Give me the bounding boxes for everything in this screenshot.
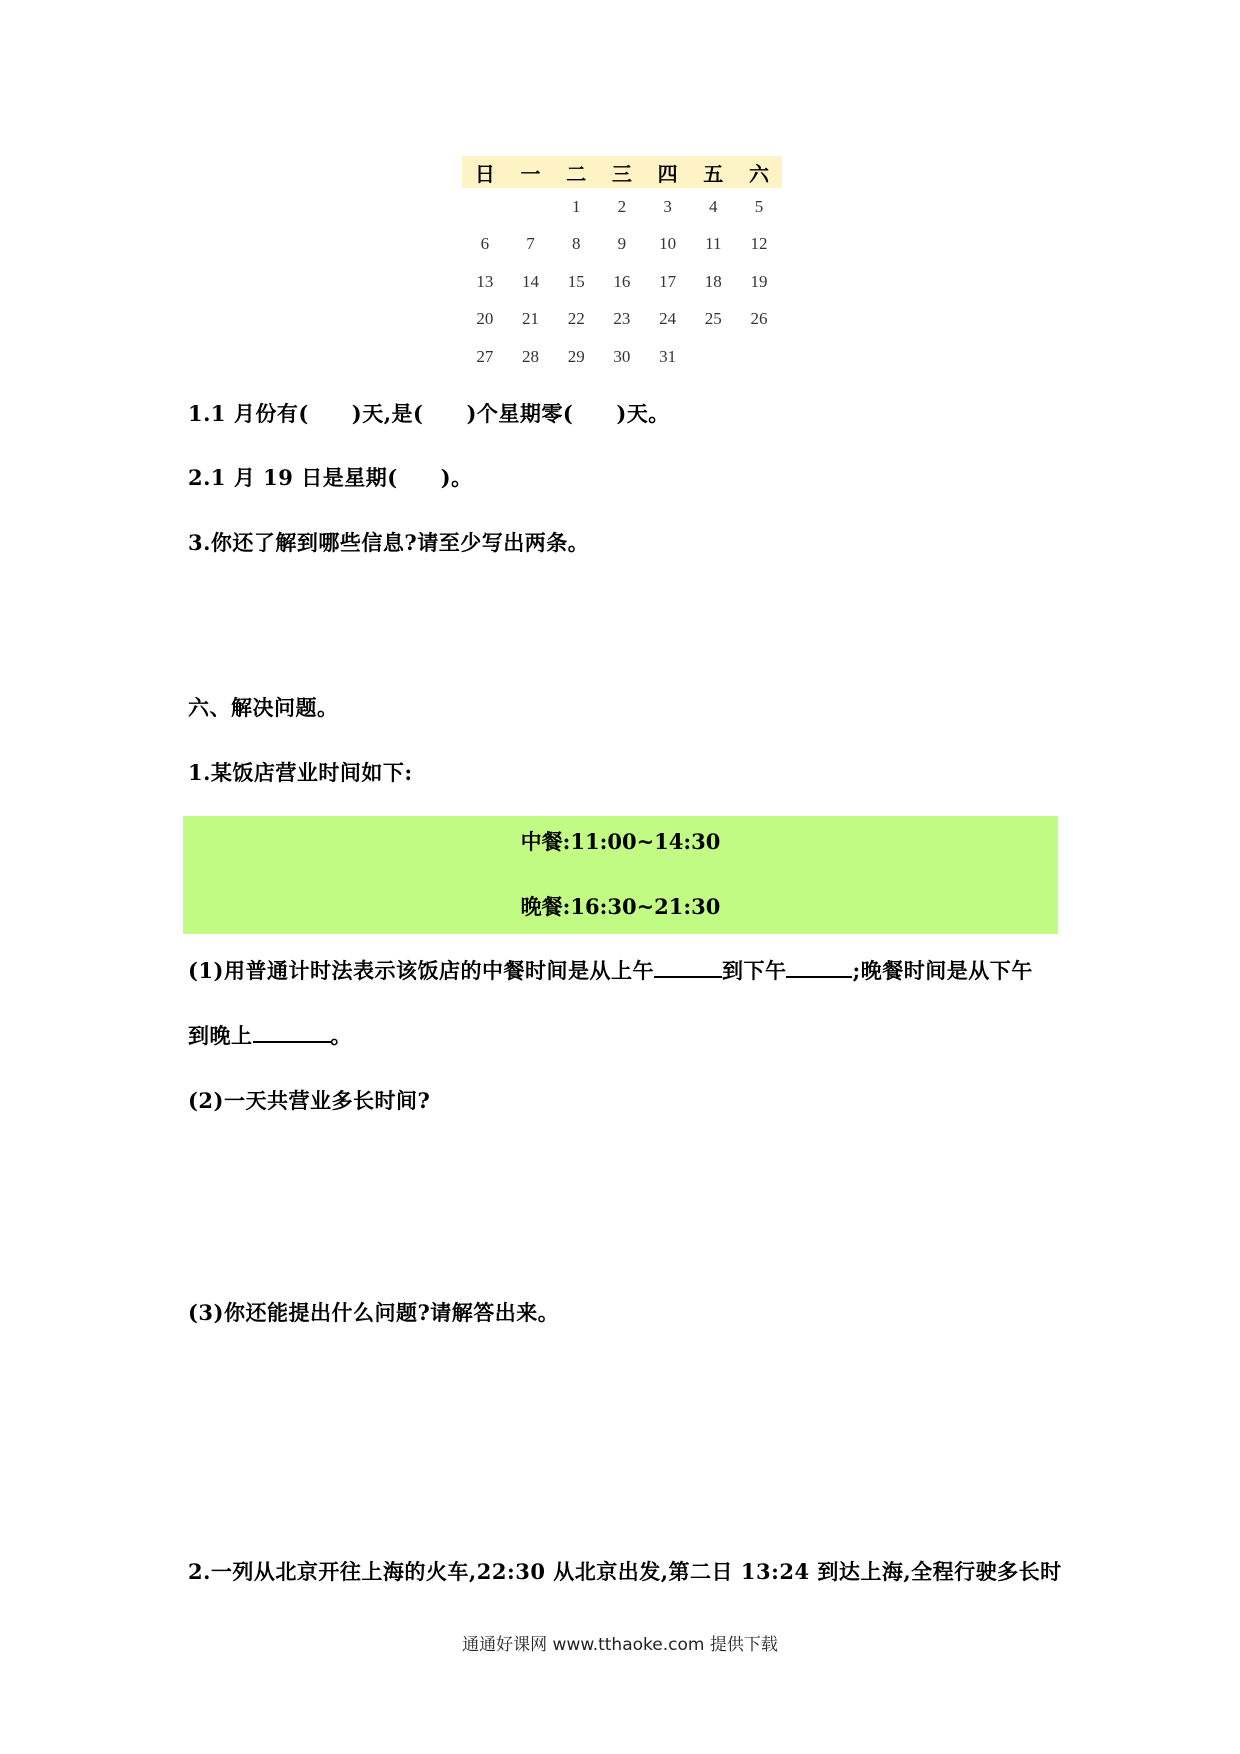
calendar-day: 27 [476,346,494,366]
dinner-hours: 晚餐:16:30~21:30 [520,894,721,919]
weekday-mon: 一 [520,161,541,186]
sub-question-1-part-b: 到下午 [721,958,787,983]
calendar-day: 4 [709,196,718,216]
calendar-day: 8 [571,234,581,254]
calendar-day: 5 [754,196,764,216]
calendar-day: 20 [476,309,494,329]
weekday-thu: 四 [657,161,678,186]
lunch-hours: 中餐:11:00~14:30 [520,829,721,854]
answer-blank [654,958,722,978]
sub-question-1-part-e: 。 [330,1023,352,1048]
calendar-week-row [462,226,782,264]
calendar-week-row [462,301,782,339]
calendar-day: 14 [522,271,540,291]
calendar-day: 12 [750,234,768,254]
calendar-day: 16 [613,271,631,291]
sub-question-2: (2)一天共营业多长时间? [188,1088,431,1113]
calendar-day: 22 [567,309,585,329]
calendar-day: 1 [571,196,581,216]
weekday-wed: 三 [611,161,632,186]
calendar-week-row [462,188,782,226]
calendar-day: 18 [704,271,722,291]
calendar-day: 7 [526,234,535,254]
calendar-day: 10 [659,234,677,254]
footer-source: 通通好课网 www.tthaoke.com 提供下载 [462,1635,778,1655]
sub-question-1-part-a: (1)用普通计时法表示该饭店的中餐时间是从上午 [188,958,654,983]
question-3: 3.你还了解到哪些信息?请至少写出两条。 [188,530,590,555]
calendar-day: 11 [705,234,722,254]
calendar-weekday-header [462,156,782,188]
business-hours-box [183,816,1058,934]
calendar-day: 23 [613,309,631,329]
answer-blank [253,1023,331,1043]
weekday-tue: 二 [566,161,587,186]
calendar-day: 31 [659,346,677,366]
question-1: 1.1 月份有( )天,是( )个星期零( )天。 [188,401,670,426]
calendar-day: 17 [659,271,677,291]
calendar-day: 2 [617,196,627,216]
calendar-day: 26 [750,309,768,329]
calendar-day: 24 [659,309,677,329]
calendar-day: 19 [750,271,768,291]
calendar-day: 9 [617,234,627,254]
sub-question-1-part-d: 到晚上 [188,1023,253,1048]
calendar-week-row [462,263,782,301]
sub-question-1 [188,955,1033,985]
section-title: 六、解决问题。 [188,695,339,720]
calendar-week-row [462,338,782,376]
weekday-fri: 五 [703,161,724,186]
sub-question-1-continued [188,1020,352,1050]
answer-blank [786,958,852,978]
problem-1-text: 1.某饭店营业时间如下: [188,760,413,785]
weekday-sat: 六 [748,161,769,186]
calendar [462,156,782,376]
calendar-day: 3 [663,196,672,216]
calendar-day: 29 [567,346,585,366]
calendar-day: 28 [522,346,540,366]
calendar-day: 21 [522,309,540,329]
calendar-day: 6 [480,234,490,254]
sub-question-3: (3)你还能提出什么问题?请解答出来。 [188,1300,560,1325]
calendar-day: 13 [476,271,494,291]
calendar-day: 25 [704,309,722,329]
calendar-day: 30 [613,346,631,366]
sub-question-1-part-c: ;晚餐时间是从下午 [852,958,1033,983]
problem-2-text: 2.一列从北京开往上海的火车,22:30 从北京出发,第二日 13:24 到达上海,全程行驶多长时 [188,1559,1062,1584]
question-2: 2.1 月 19 日是星期( )。 [188,465,473,490]
weekday-sun: 日 [474,161,495,186]
calendar-day: 15 [567,271,585,291]
